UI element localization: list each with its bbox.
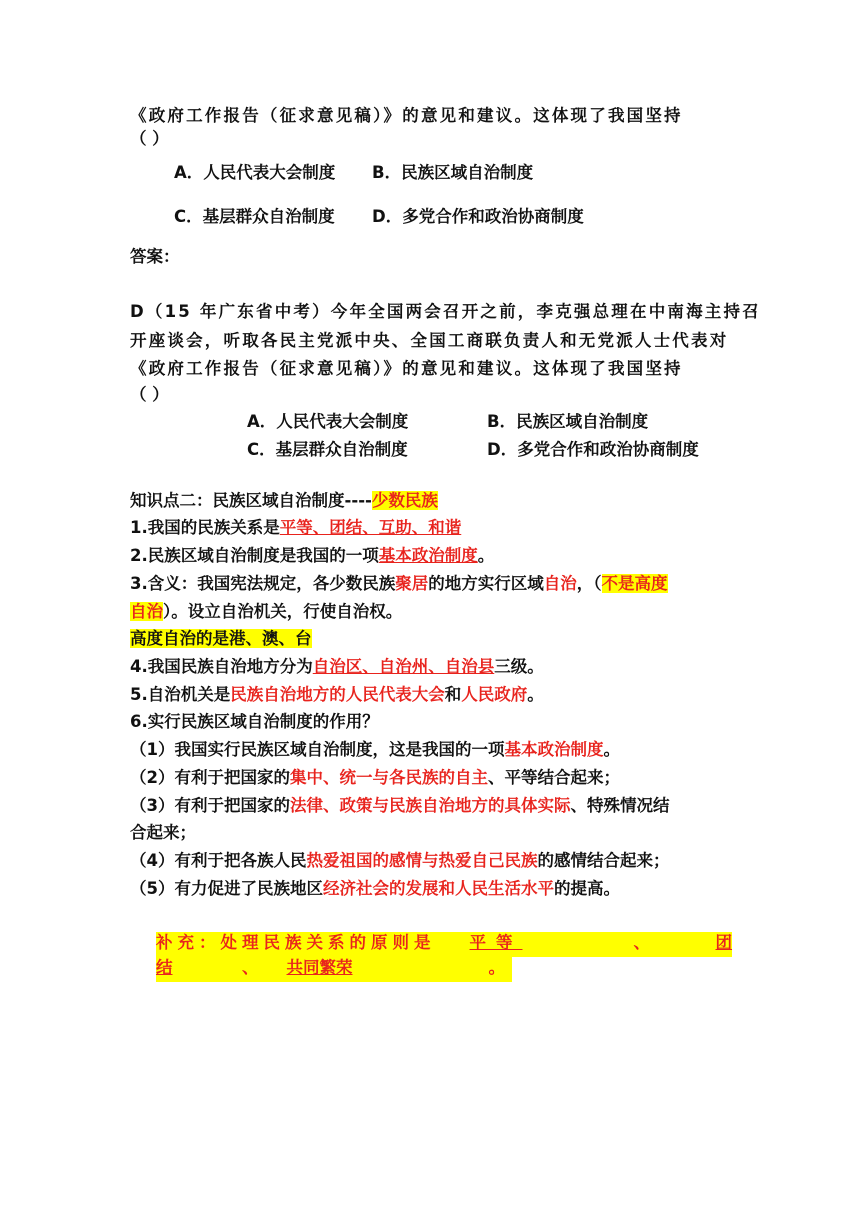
supplement xyxy=(156,932,732,982)
q2-line4: （ ） xyxy=(130,385,169,404)
blank-1: 平等 xyxy=(469,933,523,952)
q2-line3: 《政府工作报告（征求意见稿）》的意见和建议。这体现了我国坚持 xyxy=(130,359,683,378)
q1-option-c: C．基层群众自治制度 xyxy=(174,207,335,226)
q1-stem-line2: （ ） xyxy=(130,129,169,148)
point-3: 3.含义：我国宪法规定，各少数民族聚居的地方实行区域自治，（不是高度 xyxy=(130,574,668,593)
point-5: 5.自治机关是民族自治地方的人民代表大会和人民政府。 xyxy=(130,685,544,704)
q1-option-a: A．人民代表大会制度 xyxy=(174,163,336,182)
supplement-line2: 结 、 共同繁荣 。 xyxy=(156,957,512,982)
q1-stem-line1: 《政府工作报告（征求意见稿）》的意见和建议。这体现了我国坚持 xyxy=(130,106,683,125)
point-1: 1.我国的民族关系是平等、团结、互助、和谐 xyxy=(130,518,462,537)
blank-3: 共同繁荣 xyxy=(286,958,353,977)
knowledge-title: 知识点二：民族区域自治制度----少数民族 xyxy=(130,491,438,510)
effect-2: （2）有利于把国家的集中、统一与各民族的自主、平等结合起来； xyxy=(130,768,620,787)
q2-option-c: C．基层群众自治制度 xyxy=(247,440,408,459)
blank-2-end: 结 xyxy=(156,958,173,977)
effect-5: （5）有力促进了民族地区经济社会的发展和人民生活水平的提高。 xyxy=(130,879,620,898)
q2-line2: 开座谈会，听取各民主党派中央、全国工商联负责人和无党派人士代表对 xyxy=(130,331,729,350)
q2-line1: D（15 年广东省中考）今年全国两会召开之前，李克强总理在中南海主持召 xyxy=(130,302,761,321)
q2-option-a: A．人民代表大会制度 xyxy=(247,412,409,431)
effect-4: （4）有利于把各族人民热爱祖国的感情与热爱自己民族的感情结合起来； xyxy=(130,851,670,870)
q1-option-b: B．民族区域自治制度 xyxy=(372,163,534,182)
effect-1: （1）我国实行民族区域自治制度，这是我国的一项基本政治制度。 xyxy=(130,740,620,759)
supplement-line1: 补充：处理民族关系的原则是 平等 、 团 xyxy=(156,932,732,957)
highlight-note: 高度自治的是港、澳、台 xyxy=(130,629,312,648)
q1-option-d: D．多党合作和政治协商制度 xyxy=(372,207,584,226)
point-3-cont: 自治）。设立自治机关，行使自治权。 xyxy=(130,602,403,621)
q2-option-b: B．民族区域自治制度 xyxy=(487,412,649,431)
answer-label: 答案： xyxy=(130,247,180,266)
point-2: 2.民族区域自治制度是我国的一项基本政治制度。 xyxy=(130,546,495,565)
knowledge-title-highlight: 少数民族 xyxy=(371,491,438,510)
point-4: 4.我国民族自治地方分为自治区、自治州、自治县三级。 xyxy=(130,657,544,676)
blank-2-start: 团 xyxy=(715,933,732,952)
effect-3-cont: 合起来； xyxy=(130,823,196,842)
point-6: 6.实行民族区域自治制度的作用？ xyxy=(130,712,379,731)
effect-3: （3）有利于把国家的法律、政策与民族自治地方的具体实际、特殊情况结 xyxy=(130,796,670,815)
q2-option-d: D．多党合作和政治协商制度 xyxy=(487,440,699,459)
